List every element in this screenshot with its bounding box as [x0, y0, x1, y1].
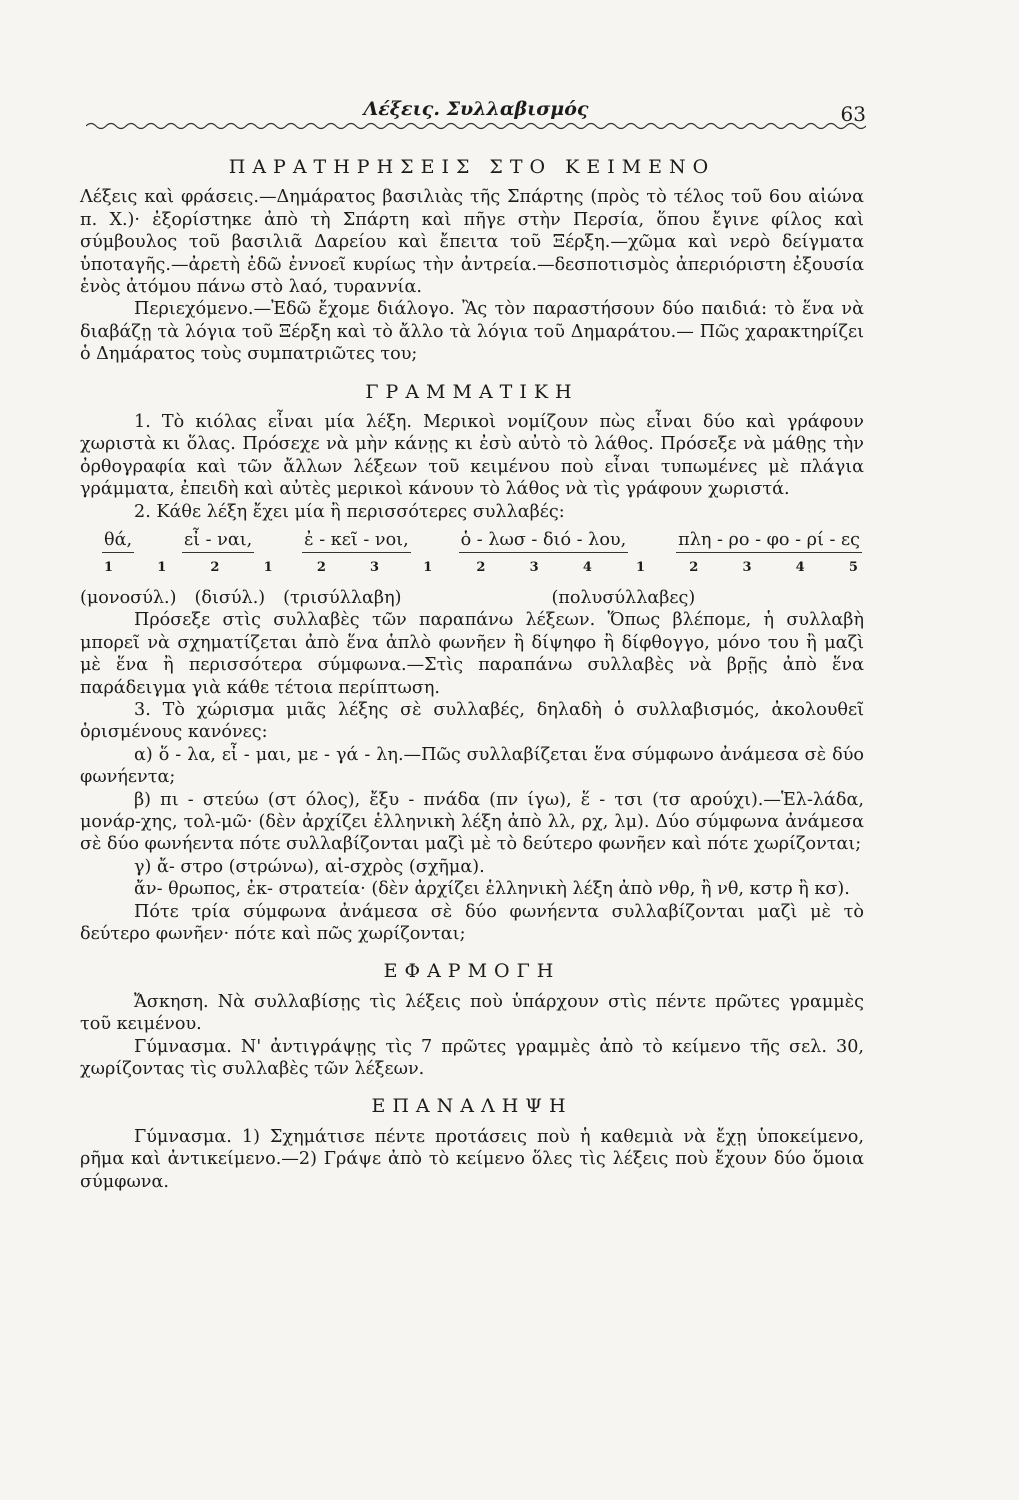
- syllable-number: 5: [848, 559, 858, 575]
- syllable-number: 1: [157, 559, 167, 575]
- syllable-number: 3: [370, 559, 380, 575]
- syllable-number: 4: [582, 559, 592, 575]
- paragraph-grammar-2: 2. Κάθε λέξη ἔχει μία ἢ περισσότερες συλλαβές:: [134, 501, 565, 522]
- syllable-word: ὁ - λωσ - διό - λου,: [459, 529, 629, 552]
- paragraph-grammar-5: Πότε τρία σύμφωνα ἀνάμεσα σὲ δύο φωνήεντα συλλαβίζονται μαζὶ μὲ τὸ δεύτερο φωνῆεν· πότε καὶ πῶς χωρίζονται;: [80, 901, 864, 944]
- rule-c-2: ἄν- θρωπος, ἐκ- στρατεία· (δὲν ἀρχίζει ἑλληνικὴ λέξη ἀπὸ νθρ, ἢ νθ, κστρ ἢ κσ).: [134, 879, 850, 900]
- syllable-word: θά,: [102, 529, 134, 552]
- syllable-number: 1: [104, 559, 114, 575]
- paragraph-drill: Γύμνασμα. Ν' ἀντιγράψῃς τὶς 7 πρῶτες γραμμὲς ἀπὸ τὸ κείμενο τῆς σελ. 30, χωρίζοντας τὶς συλλαβὲς τῶν λέξεων.: [80, 1036, 864, 1080]
- paragraph-phrases: Λέξεις καὶ φράσεις.—Δημάρατος βασιλιὰς τῆς Σπάρτης (πρὸς τὸ τέλος τοῦ 6ου αἰώνα π. Χ.)· ἐξορίστηκε ἀπὸ τὴ Σπάρτη καὶ πῆγε στὴν Περσία, ὅπου ἔγινε φίλος καὶ σύμβουλος τοῦ βασιλιᾶ Δαρείου καὶ ἔπειτα τοῦ Ξέρξη.—χῶμα καὶ νερὸ δείγματα ὑποταγῆς.—ἀρετὴ ἐδῶ ἐννοεῖ κυρίως τὴν ἀντρεία.—δεσποτισμὸς ἀπεριόριστη ἐξουσία ἑνὸς ἀτόμου πάνω στὸ λαό, τυραννία.: [80, 187, 864, 298]
- heading-observations: ΠΑΡΑΤΗΡΗΣΕΙΣ ΣΤΟ ΚΕΙΜΕΝΟ: [228, 156, 716, 178]
- class-label: (δισύλ.): [194, 587, 266, 608]
- rule-a: α) ὅ - λα, εἶ - μαι, με - γά - λη.—Πῶς συλλαβίζεται ἕνα σύμφωνο ἀνάμεσα σὲ δύο φωνήεντα;: [80, 744, 864, 788]
- syllable-word: ἐ - κεῖ - νοι,: [302, 529, 411, 552]
- paragraph-content: Περιεχόμενο.—Ἐδῶ ἔχομε διάλογο. Ἂς τὸν παραστήσουν δύο παιδιά: τὸ ἕνα νὰ διαβάζῃ τὰ λόγια τοῦ Ξέρξη καὶ τὸ ἄλλο τὰ λόγια τοῦ Δημαράτου.— Πῶς χαρακτηρίζει ὁ Δημάρατος τοὺς συμπατριῶτες του;: [80, 299, 864, 365]
- syllable-number: 2: [476, 559, 486, 575]
- syllable-number: 3: [742, 559, 752, 575]
- class-label: (μονοσύλ.): [80, 587, 177, 608]
- syllable-number: 1: [423, 559, 433, 575]
- syllable-numbers: [80, 557, 864, 579]
- syllable-number: 2: [689, 559, 699, 575]
- page-number: 63: [840, 102, 866, 126]
- class-label: (τρισύλλαβη): [283, 587, 402, 608]
- paragraph-grammar-3: Πρόσεξε στὶς συλλαβὲς τῶν παραπάνω λέξεων. Ὅπως βλέπομε, ἡ συλλαβὴ μπορεῖ νὰ σχηματίζεται ἀπὸ ἕνα ἁπλὸ φωνῆεν ἢ δίψηφο ἢ δίφθογγο, μόνο του ἢ μαζὶ μὲ ἕνα ἢ περισσότερα σύμφωνα.—Στὶς παραπάνω συλλαβὲς νὰ βρῇς ἀπὸ ἕνα παράδειγμα γιὰ κάθε τέτοια περίπτωση.: [80, 610, 864, 698]
- rule-c: γ) ἄ- στρο (στρώνω), αἰ-σχρὸς (σχῆμα).: [134, 856, 485, 877]
- syllable-word: πλη - ρο - φο - ρί - ες: [676, 529, 862, 552]
- syllable-number: 4: [795, 559, 805, 575]
- syllable-word: εἶ - ναι,: [182, 529, 254, 552]
- heading-grammar: ΓΡΑΜΜΑΤΙΚΗ: [365, 380, 579, 403]
- syllable-classes: [80, 587, 864, 609]
- wavy-rule: [86, 120, 866, 132]
- heading-application: ΕΦΑΡΜΟΓΗ: [383, 960, 561, 983]
- heading-review: ΕΠΑΝΑΛΗΨΗ: [371, 1095, 573, 1118]
- paragraph-review: Γύμνασμα. 1) Σχημάτισε πέντε προτάσεις ποὺ ἡ καθεμιὰ νὰ ἔχῃ ὑποκείμενο, ρῆμα καὶ ἀντικείμενο.—2) Γράψε ἀπὸ τὸ κείμενο ὅλες τὶς λέξεις ποὺ ἔχουν δύο ὅμοια σύμφωνα.: [80, 1126, 864, 1192]
- class-label: (πολυσύλλαβες): [551, 587, 696, 608]
- paragraph-grammar-4: 3. Τὸ χώρισμα μιᾶς λέξης σὲ συλλαβές, δηλαδὴ ὁ συλλαβισμός, ἀκολουθεῖ ὁρισμένους κανόνες:: [80, 699, 864, 743]
- page-body: [80, 150, 864, 1193]
- syllable-number: 3: [529, 559, 539, 575]
- paragraph-exercise: Ἄσκηση. Νὰ συλλαβίσῃς τὶς λέξεις ποὺ ὑπάρχουν στὶς πέντε πρῶτες γραμμὲς τοῦ κειμένου.: [80, 991, 864, 1035]
- syllable-examples: [80, 529, 864, 552]
- running-title: Λέξεις. Συλλαβισμός: [363, 98, 589, 120]
- syllable-number: 2: [210, 559, 220, 575]
- rule-b: β) πι - στεύω (στ όλος), ἔξυ - πνάδα (πν ίγω), ἕ - τσι (τσ αρούχι).—Ἑλ-λάδα, μονάρ-χης, τολ-μῶ· (δὲν ἀρχίζει ἑλληνικὴ λέξη ἀπὸ λλ, ρχ, λμ). Δύο σύμφωνα ἀνάμεσα σὲ δύο φωνήεντα πότε συλλαβίζονται μαζὶ μὲ τὸ δεύτερο φωνῆεν καὶ πότε χωρίζονται;: [80, 789, 864, 855]
- paragraph-grammar-1: 1. Τὸ κιόλας εἶναι μία λέξη. Μερικοὶ νομίζουν πὼς εἶναι δύο καὶ γράφουν χωριστὰ κι ὅλας. Πρόσεχε νὰ μὴν κάνῃς κι ἐσὺ αὐτὸ τὸ λάθος. Πρόσεξε νὰ μάθῃς τὴν ὀρθογραφία καὶ τῶν ἄλλων λέξεων τοῦ κειμένου ποὺ εἶναι τυπωμένες μὲ πλάγια γράμματα, ἐπειδὴ καὶ αὐτὲς μερικοὶ κάνουν τὸ λάθος νὰ τὶς γράφουν χωριστά.: [80, 412, 864, 500]
- syllable-number: 1: [263, 559, 273, 575]
- syllable-number: 2: [316, 559, 326, 575]
- syllable-number: 1: [636, 559, 646, 575]
